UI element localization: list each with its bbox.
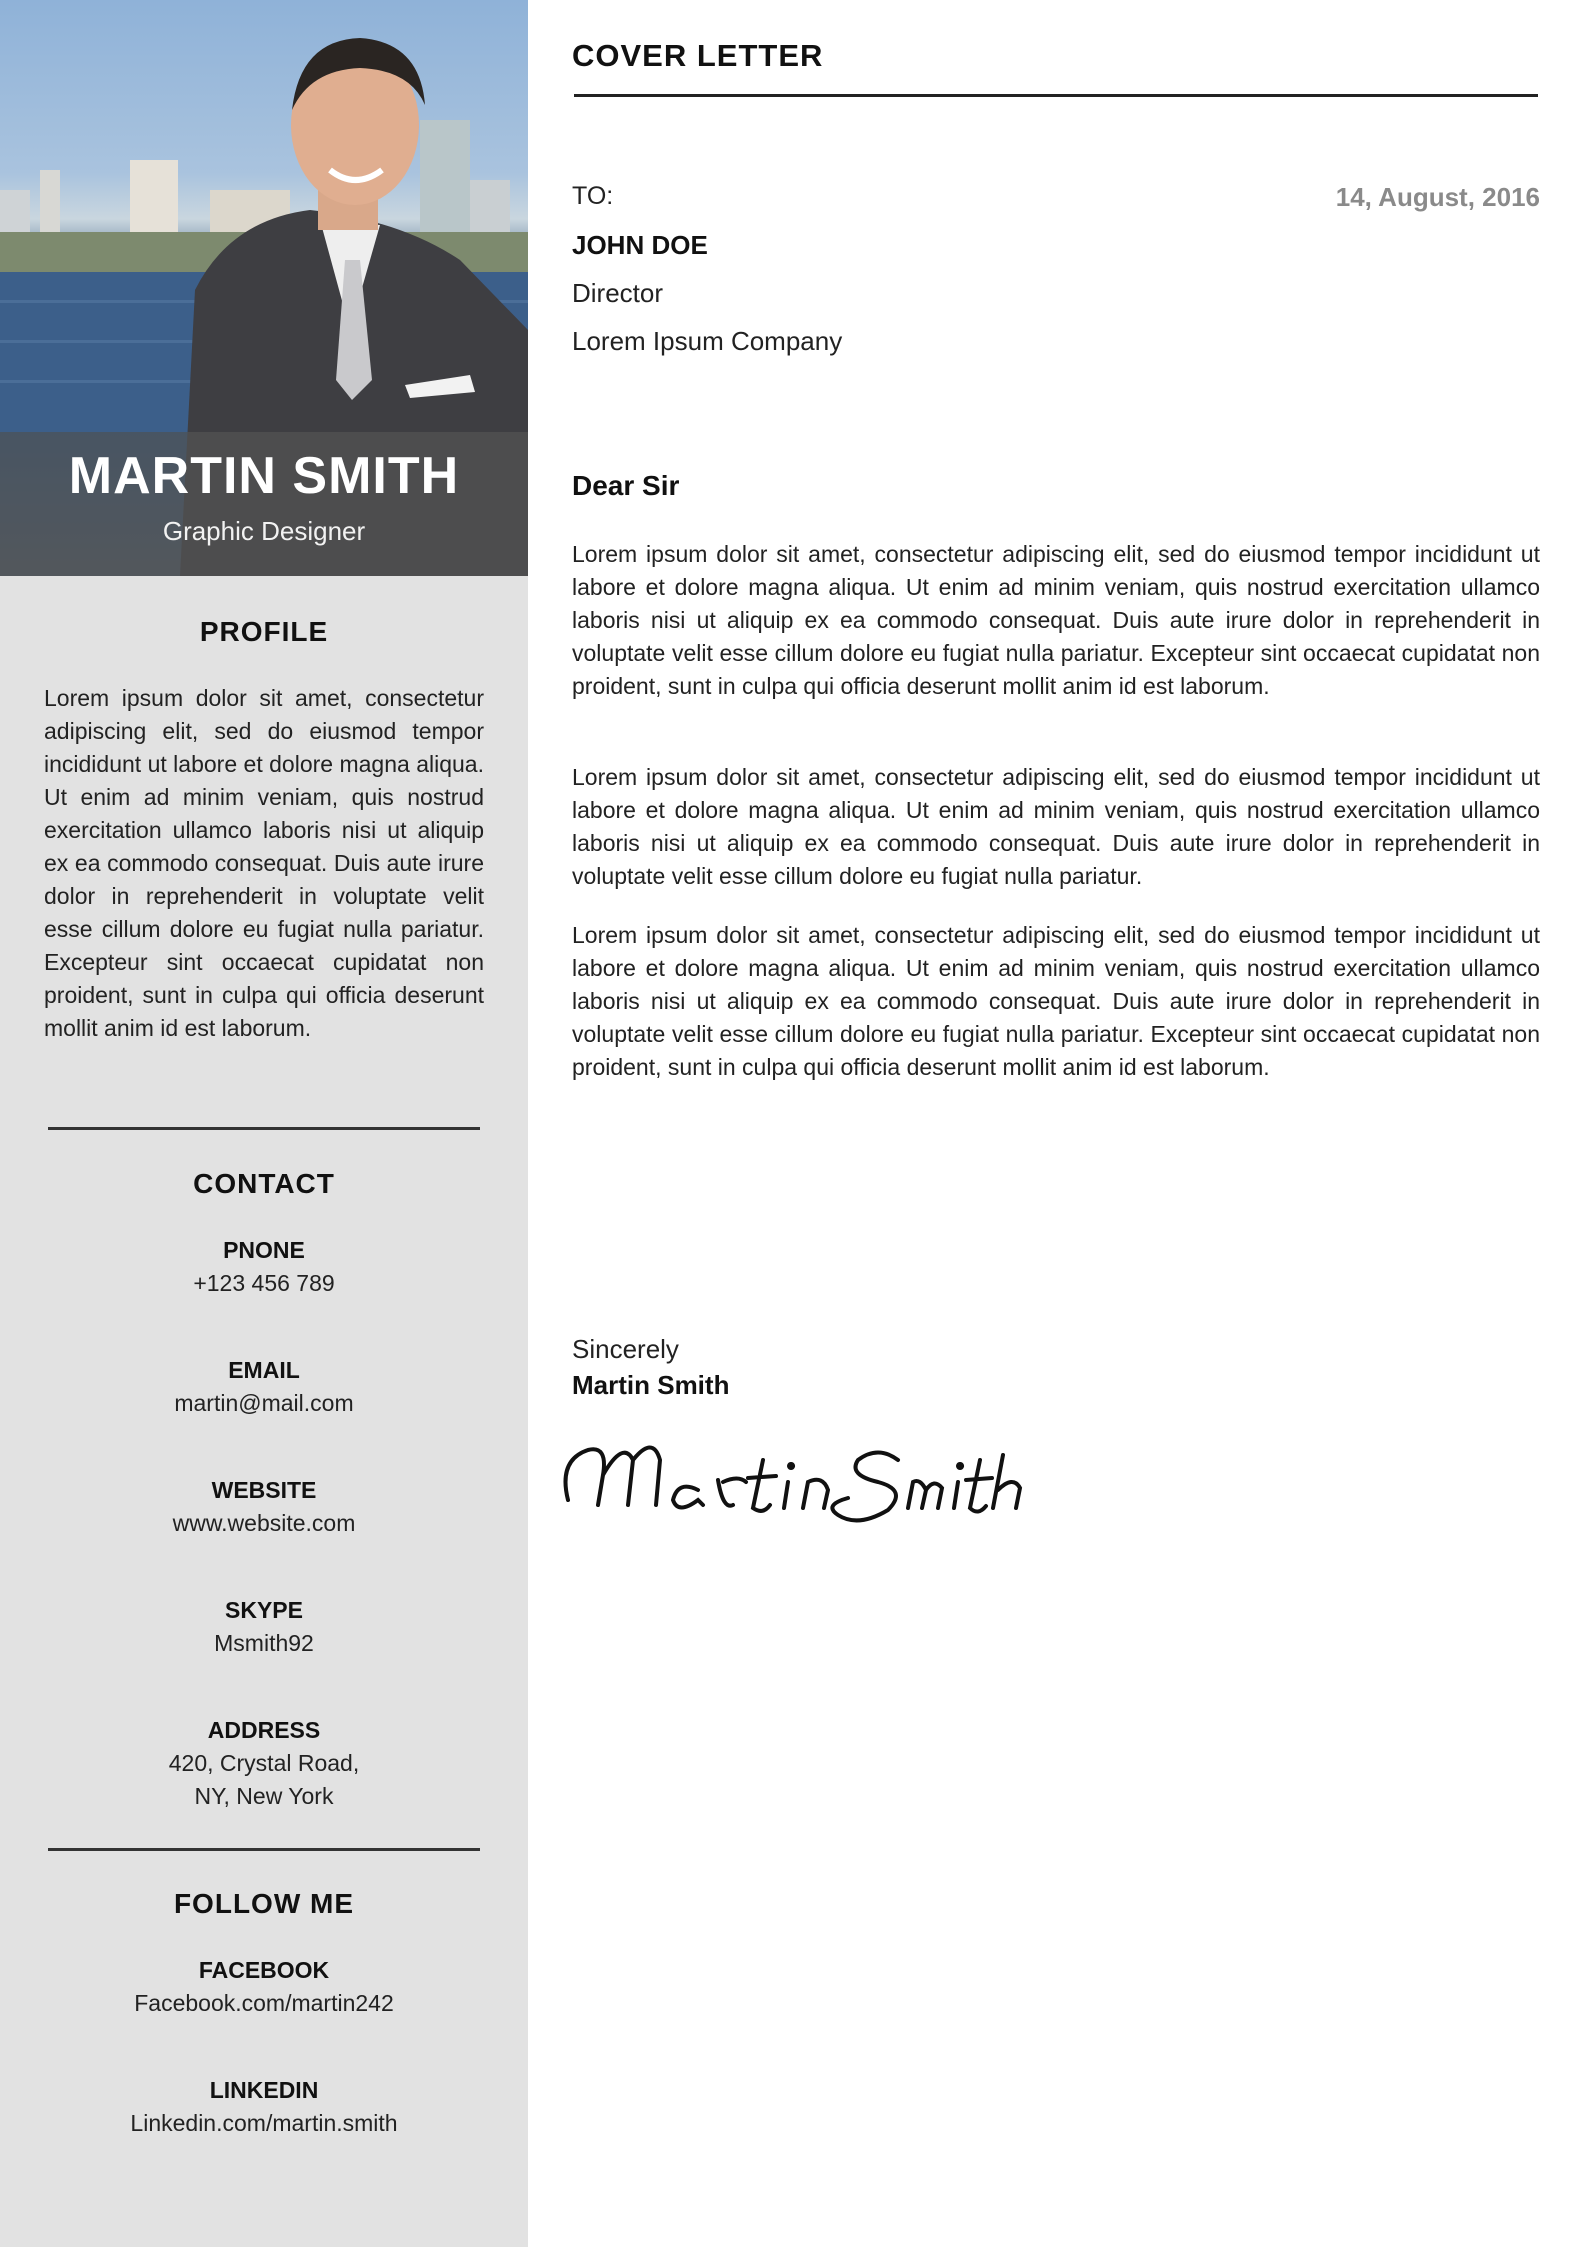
profile-text: Lorem ipsum dolor sit amet, consectetur adipiscing elit, sed do eiusmod tempor incididunt ut labore et dolore magna aliqua. Ut enim ad minim veniam, quis nostrud exercitation ullamco laboris nisi ut aliquip ex ea commodo consequat. Duis aute irure dolor in reprehenderit in voluptate velit esse cillum dolore eu fugiat nulla pariatur. Excepteur sint occaecat cupidatat non proident, sunt in culpa qui officia deserunt mollit anim id est laborum. bbox=[44, 685, 484, 1041]
follow-heading: FOLLOW ME bbox=[173, 1888, 355, 1919]
facebook-label: FACEBOOK bbox=[198, 1957, 330, 1983]
contact-heading: CONTACT bbox=[193, 1168, 335, 1199]
recipient-name: JOHN DOE bbox=[572, 230, 708, 260]
facebook-value: Facebook.com/martin242 bbox=[134, 1990, 394, 2016]
follow-facebook bbox=[0, 1954, 528, 2020]
salutation: Dear Sir bbox=[572, 470, 680, 501]
contact-address bbox=[0, 1714, 528, 1813]
person-job-title: Graphic Designer bbox=[162, 516, 366, 546]
address-line-1: 420, Crystal Road, bbox=[168, 1750, 360, 1776]
closing: Sincerely bbox=[572, 1334, 679, 1364]
person-name: MARTIN SMITH bbox=[68, 447, 460, 505]
skype-value: Msmith92 bbox=[214, 1630, 314, 1656]
follow-linkedin bbox=[0, 2074, 528, 2140]
contact-phone bbox=[0, 1234, 528, 1300]
to-label: TO: bbox=[572, 182, 614, 210]
email-value: martin@mail.com bbox=[174, 1390, 354, 1416]
phone-value: +123 456 789 bbox=[193, 1270, 335, 1296]
signature-graphic bbox=[548, 1420, 1048, 1540]
contact-email bbox=[0, 1354, 528, 1420]
document-title: COVER LETTER bbox=[572, 38, 824, 73]
phone-label: PNONE bbox=[223, 1237, 305, 1263]
email-label: EMAIL bbox=[228, 1357, 300, 1383]
linkedin-label: LINKEDIN bbox=[209, 2077, 319, 2103]
letter-date: 14, August, 2016 bbox=[1335, 182, 1540, 212]
body-paragraph: Lorem ipsum dolor sit amet, consectetur adipiscing elit, sed do eiusmod tempor incididunt ut labore et dolore magna aliqua. Ut enim ad minim veniam, quis nostrud exercitation ullamco laboris nisi ut aliquip ex ea commodo consequat. Duis aute irure dolor in reprehenderit in voluptate velit esse cillum dolore eu fugiat nulla pariatur. Excepteur sint occaecat cupidatat non proident, sunt in culpa qui officia deserunt mollit anim id est laborum. bbox=[572, 922, 1540, 1080]
contact-skype bbox=[0, 1594, 528, 1660]
recipient-company: Lorem Ipsum Company bbox=[572, 326, 843, 356]
signer-name: Martin Smith bbox=[572, 1370, 730, 1400]
title-divider bbox=[574, 94, 1538, 97]
profile-heading: PROFILE bbox=[199, 616, 329, 647]
body-paragraph: Lorem ipsum dolor sit amet, consectetur adipiscing elit, sed do eiusmod tempor incididunt ut labore et dolore magna aliqua. Ut enim ad minim veniam, quis nostrud exercitation ullamco laboris nisi ut aliquip ex ea commodo consequat. Duis aute irure dolor in reprehenderit in voluptate velit esse cillum dolore eu fugiat nulla pariatur. Excepteur sint occaecat cupidatat non proident, sunt in culpa qui officia deserunt mollit anim id est laborum. bbox=[572, 541, 1540, 699]
profile-photo bbox=[0, 0, 528, 576]
address-line-2: NY, New York bbox=[194, 1783, 334, 1809]
website-label: WEBSITE bbox=[211, 1477, 317, 1503]
address-label: ADDRESS bbox=[207, 1717, 321, 1743]
body-paragraph: Lorem ipsum dolor sit amet, consectetur adipiscing elit, sed do eiusmod tempor incididunt ut labore et dolore magna aliqua. Ut enim ad minim veniam, quis nostrud exercitation ullamco laboris nisi ut aliquip ex ea commodo consequat. Duis aute irure dolor in reprehenderit in voluptate velit esse cillum dolore eu fugiat nulla pariatur. bbox=[572, 764, 1540, 889]
divider bbox=[48, 1127, 480, 1130]
linkedin-value: Linkedin.com/martin.smith bbox=[130, 2110, 398, 2136]
handwritten-signature bbox=[548, 1420, 1048, 1545]
divider bbox=[48, 1848, 480, 1851]
skype-label: SKYPE bbox=[225, 1597, 303, 1623]
contact-website bbox=[0, 1474, 528, 1540]
recipient-role: Director bbox=[572, 278, 664, 308]
sidebar bbox=[0, 0, 528, 2247]
website-value: www.website.com bbox=[172, 1510, 356, 1536]
